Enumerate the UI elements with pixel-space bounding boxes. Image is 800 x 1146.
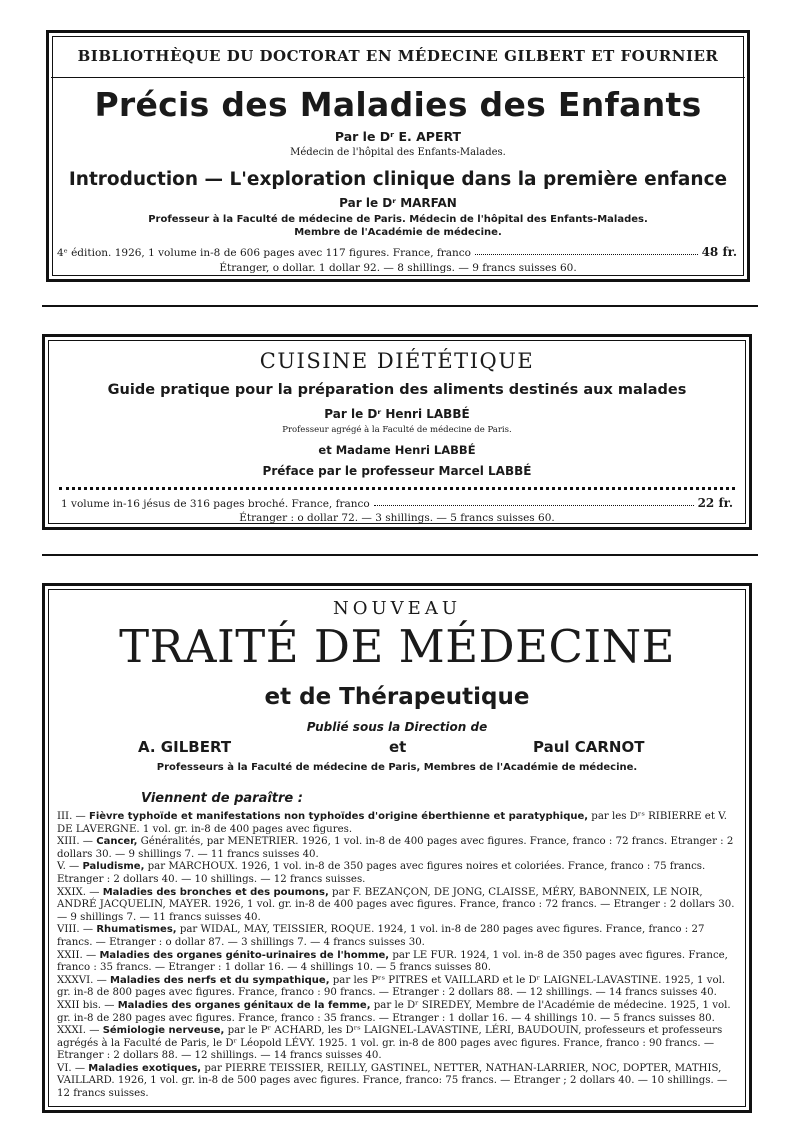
section-heading: Viennent de paraître :	[141, 791, 303, 806]
directors-role: Professeurs à la Faculté de médecine de Paris, Membres de l'Académie de médecine.	[156, 762, 638, 773]
entry-number: V. —	[57, 861, 83, 873]
list-item	[57, 861, 737, 886]
entry-number: XXXVI. —	[57, 974, 111, 986]
entry-number: XXIX. —	[57, 886, 103, 898]
foreign-prices: Étranger : o dollar 72. — 3 shillings. — 5 francs suisses 60.	[239, 512, 555, 524]
price: 22 fr.	[697, 496, 733, 510]
price: 48 fr.	[701, 245, 737, 259]
decorative-border	[59, 487, 735, 494]
cuisine-ad-box	[42, 334, 752, 530]
author: Par le Dʳ E. APERT	[334, 129, 462, 144]
leader-dots	[475, 254, 698, 255]
series-header: BIBLIOTHÈQUE DU DOCTORAT EN MÉDECINE GILBERT ET FOURNIER	[77, 47, 719, 65]
entry-number: XIII. —	[57, 836, 97, 848]
entry-title: Rhumatismes,	[96, 924, 177, 936]
author: Par le Dʳ Henri LABBÉ	[324, 407, 470, 421]
entry-title: Sémiologie nerveuse,	[102, 1025, 225, 1037]
direction-label: Publié sous la Direction de	[306, 720, 488, 734]
entry-title: Paludisme,	[82, 861, 145, 873]
entry-text: par les Pʳˢ PITRES et VAILLARD et le Dʳ LAIGNEL-LAVASTINE. 1925, 1 vol. gr. in-8 de 800 pages avec figures. France, franco : 90 francs. — Etranger : 2 dollars 88. — 12 shillings. — 14 francs suisses 40.	[57, 974, 726, 999]
edition-line	[57, 245, 737, 259]
entry-number: XXII. —	[57, 949, 100, 961]
entry-text: par WIDAL, MAY, TEISSIER, ROQUE. 1924, 1 vol. in-8 de 280 pages avec figures. France, franco : 27 francs. — Etranger : o dollar 87. — 3 shillings 7. — 4 francs suisses 30.	[57, 924, 705, 948]
entry-text: par le Pʳ ACHARD, les Dʳˢ LAIGNEL-LAVASTINE, LÉRI, BAUDOUIN, professeurs et professeurs agrégés à la Faculté de Paris, le Dʳ Léopold LÉVY. 1925. 1 vol. gr. in-8 de 800 pages avec figures. France, franco : 90 francs. — Etranger : 2 dollars 88. — 12 shillings. — 14 francs suisses 40.	[57, 1025, 723, 1062]
intro-author: Par le Dʳ MARFAN	[339, 196, 457, 210]
entry-number: XXXI. —	[57, 1025, 103, 1037]
list-item	[57, 811, 737, 836]
intro-title: Introduction — L'exploration clinique dans la première enfance	[68, 169, 728, 190]
entry-title: Maladies des organes génito-urinaires de l'homme,	[99, 949, 390, 961]
entry-text: par LE FUR. 1924, 1 vol. in-8 de 350 pages avec figures. France, franco : 35 francs. — Etranger : 1 dollar 16. — 4 shillings 10. — 5 francs suisses 80.	[57, 949, 728, 974]
and-label: et	[389, 738, 407, 756]
leader-dots	[374, 505, 694, 506]
list-item	[57, 1063, 737, 1101]
precis-ad-box	[46, 30, 750, 282]
list-item	[57, 950, 737, 975]
list-item	[57, 975, 737, 1000]
entry-number: III. —	[57, 811, 89, 822]
entry-text: par les Dʳˢ RIBIERRE et V. DE LAVERGNE. 1 vol. gr. in-8 de 400 pages avec figures.	[57, 811, 727, 835]
list-item	[57, 924, 737, 949]
foreign-prices: Étranger, o dollar. 1 dollar 92. — 8 shillings. — 9 francs suisses 60.	[219, 262, 577, 274]
entry-title: Maladies des bronches et des poumons,	[102, 886, 329, 898]
coauthor: et Madame Henri LABBÉ	[318, 443, 476, 457]
volume-text: 1 volume in-16 jésus de 316 pages broché. France, franco	[61, 498, 370, 510]
list-item	[57, 1000, 737, 1025]
main-title: TRAITÉ DE MÉDECINE	[119, 620, 675, 673]
entry-title: Fièvre typhoïde et manifestations non typhoïdes d'origine éberthienne et paratyphique,	[88, 811, 589, 822]
entry-title: Maladies exotiques,	[88, 1062, 202, 1074]
entry-number: XXII bis. —	[57, 999, 118, 1011]
entry-title: Maladies des organes génitaux de la femme,	[117, 999, 371, 1011]
entry-title: Cancer,	[96, 836, 138, 848]
subtitle: Guide pratique pour la préparation des aliments destinés aux malades	[107, 382, 687, 398]
book-title: Précis des Maladies des Enfants	[94, 85, 702, 124]
author-role: Professeur agrégé à la Faculté de médecine de Paris.	[282, 425, 512, 435]
preface: Préface par le professeur Marcel LABBÉ	[262, 464, 532, 478]
intro-role-2: Membre de l'Académie de médecine.	[294, 227, 502, 238]
list-item	[57, 1025, 737, 1063]
entries-list	[57, 811, 737, 1101]
traite-ad-box	[42, 583, 752, 1113]
volume-line	[61, 496, 733, 510]
subtitle: et de Thérapeutique	[264, 684, 530, 710]
director-1: A. GILBERT	[138, 738, 232, 756]
entry-title: Maladies des nerfs et du sympathique,	[110, 974, 330, 986]
author-role: Médecin de l'hôpital des Enfants-Malades.	[290, 147, 506, 158]
director-2: Paul CARNOT	[533, 738, 645, 756]
intro-role-1: Professeur à la Faculté de médecine de Paris. Médecin de l'hôpital des Enfants-Malades.	[148, 214, 648, 225]
entry-text: Généralités, par MENETRIER. 1926, 1 vol. in-8 de 400 pages avec figures. France, franco : 72 francs. Etranger : 2 dollars 30. — 9 shillings 7. — 11 francs suisses 40.	[57, 836, 734, 860]
separator	[42, 554, 758, 556]
divider	[51, 77, 745, 78]
nouveau-label: NOUVEAU	[333, 598, 461, 619]
entry-text: par MARCHOUX. 1926, 1 vol. in-8 de 350 pages avec figures noires et coloriées. France, franco : 75 francs. Etranger : 2 dollars 40. — 10 shillings. — 12 francs suisses.	[57, 861, 706, 885]
book-title: CUISINE DIÉTÉTIQUE	[259, 349, 535, 373]
entry-number: VIII. —	[57, 924, 97, 936]
entry-number: VI. —	[57, 1062, 89, 1074]
entry-text: par PIERRE TEISSIER, REILLY, GASTINEL, NETTER, NATHAN-LARRIER, NOC, DOPTER, MATHIS, VAILLARD. 1926, 1 vol. gr. in-8 de 500 pages avec figures. France, franco: 75 francs. — Etranger ; 2 dollars 40. — 10 shillings. — 12 francs suisses.	[57, 1062, 728, 1100]
list-item	[57, 887, 737, 925]
entry-text: par le Dʳ SIREDEY, Membre de l'Académie de médecine. 1925, 1 vol. gr. in-8 de 280 pages avec figures. France, franco : 35 francs. — Etranger : 1 dollar 16. — 4 shillings 10. — 5 francs suisses 80.	[57, 999, 731, 1024]
edition-text: 4ᵉ édition. 1926, 1 volume in-8 de 606 pages avec 117 figures. France, franco	[57, 247, 472, 259]
list-item	[57, 836, 737, 861]
separator	[42, 305, 758, 307]
entry-text: par F. BEZANÇON, DE JONG, CLAISSE, MÉRY, BABONNEIX, LE NOIR, ANDRÉ JACQUELIN, MAYER. 1926, 1 vol. gr. in-8 de 400 pages avec figures. France, franco : 72 francs. — Etranger : 2 dollars 30. — 9 shillings 7. — 11 francs suisses 40.	[57, 886, 735, 923]
